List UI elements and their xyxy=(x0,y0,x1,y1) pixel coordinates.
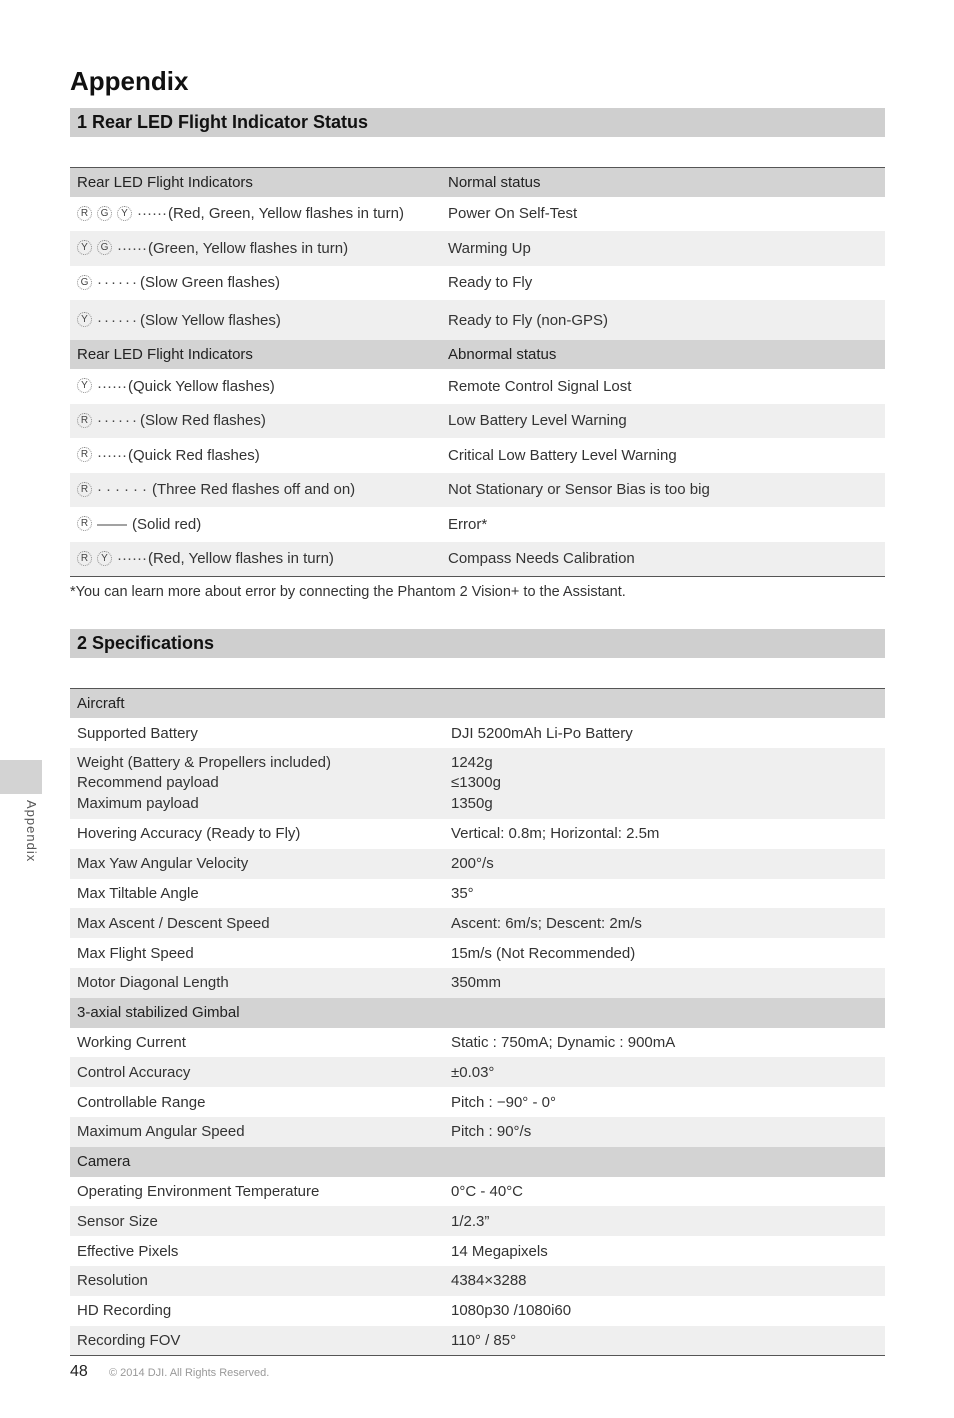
led-indicator-icon: Y xyxy=(77,240,92,255)
header-cell: Rear LED Flight Indicators xyxy=(70,168,441,197)
table-row xyxy=(70,1028,885,1058)
flash-pattern: ······ xyxy=(97,446,127,464)
table-row xyxy=(70,1266,885,1296)
table-row xyxy=(70,1177,885,1207)
table-row xyxy=(70,1057,885,1087)
spec-label: Max Ascent / Descent Speed xyxy=(70,908,444,938)
section-heading-led: 1 Rear LED Flight Indicator Status xyxy=(70,108,885,137)
table-row xyxy=(70,197,885,232)
header-cell: Normal status xyxy=(441,168,885,197)
led-indicator-icon: Y xyxy=(77,378,92,393)
led-status-table xyxy=(70,167,885,577)
table-header-row xyxy=(70,1147,885,1177)
table-row xyxy=(70,1117,885,1147)
led-indicator-icon: R xyxy=(77,447,92,462)
spec-value: Vertical: 0.8m; Horizontal: 2.5m xyxy=(451,825,660,843)
indicator-description: (Slow Yellow flashes) xyxy=(139,311,281,329)
spec-label: Supported Battery xyxy=(77,724,198,742)
spec-label: Sensor Size xyxy=(70,1206,444,1236)
led-indicator-icon: Y xyxy=(117,206,132,221)
spec-value: 35° xyxy=(451,885,474,903)
spec-label: Effective Pixels xyxy=(77,1242,179,1260)
spec-value: 200°/s xyxy=(444,849,885,879)
spec-value: 1242g xyxy=(451,753,493,771)
indicator-description: (Green, Yellow flashes in turn) xyxy=(147,239,349,257)
spec-label: Recommend payload xyxy=(77,774,219,792)
page-title: Appendix xyxy=(70,66,189,96)
led-indicator-icon: G xyxy=(97,206,112,221)
table-row xyxy=(70,748,885,819)
spec-label: Max Tiltable Angle xyxy=(77,885,199,903)
spec-label: Recording FOV xyxy=(70,1326,444,1356)
table-row xyxy=(70,908,885,938)
spec-value: Static : 750mA; Dynamic : 900mA xyxy=(451,1034,676,1052)
section-heading-specs: 2 Specifications xyxy=(70,629,885,658)
status-cell: Remote Control Signal Lost xyxy=(448,377,632,395)
indicator-cell xyxy=(70,266,441,301)
group-header: Aircraft xyxy=(70,689,885,719)
page-number: 48 xyxy=(70,1363,88,1380)
header-cell: Rear LED Flight Indicators xyxy=(70,340,441,369)
led-indicator-icon: R xyxy=(77,516,92,531)
table-row xyxy=(70,473,885,508)
table-header-row xyxy=(70,340,885,369)
indicator-description: (Quick Yellow flashes) xyxy=(127,377,275,395)
led-indicator-icon: R xyxy=(77,413,92,428)
status-cell: Low Battery Level Warning xyxy=(441,404,885,439)
spec-value: Pitch : 90°/s xyxy=(444,1117,885,1147)
spec-label: Operating Environment Temperature xyxy=(77,1183,320,1201)
status-cell: Not Stationary or Sensor Bias is too big xyxy=(441,473,885,508)
flash-pattern: ······ xyxy=(117,239,147,257)
spec-label: Weight (Battery & Propellers included) xyxy=(77,753,332,771)
indicator-cell xyxy=(70,404,441,439)
table-row xyxy=(70,231,885,266)
spec-value: 1/2.3” xyxy=(444,1206,885,1236)
spec-label: Max Yaw Angular Velocity xyxy=(70,849,444,879)
table-row xyxy=(70,938,885,968)
indicator-cell xyxy=(70,231,441,266)
indicator-cell xyxy=(70,197,441,232)
led-indicator-icon: R xyxy=(77,482,92,497)
indicator-cell xyxy=(70,369,441,404)
indicator-cell xyxy=(70,542,441,577)
status-cell: Critical Low Battery Level Warning xyxy=(448,446,677,464)
spec-value: ±0.03° xyxy=(444,1057,885,1087)
led-indicator-icon: G xyxy=(97,240,112,255)
spec-value: DJI 5200mAh Li-Po Battery xyxy=(451,724,633,742)
led-indicator-icon: Y xyxy=(77,312,92,327)
spec-value: 1080p30 /1080i60 xyxy=(451,1302,572,1320)
spec-value: 1350g xyxy=(451,794,493,812)
flash-pattern: —— xyxy=(97,515,127,533)
table-header-row xyxy=(70,689,885,719)
spec-label: Working Current xyxy=(77,1034,186,1052)
status-cell: Compass Needs Calibration xyxy=(441,542,885,577)
table-row xyxy=(70,542,885,577)
table-row xyxy=(70,819,885,849)
table-row xyxy=(70,266,885,301)
indicator-description: (Solid red) xyxy=(132,515,202,533)
group-header: 3-axial stabilized Gimbal xyxy=(70,998,885,1028)
indicator-cell xyxy=(70,507,441,542)
indicator-description: (Slow Red flashes) xyxy=(139,412,266,430)
indicator-description: (Quick Red flashes) xyxy=(127,446,260,464)
table-row xyxy=(70,438,885,473)
table-header-row xyxy=(70,998,885,1028)
spec-value: 15m/s (Not Recommended) xyxy=(451,944,636,962)
spec-label: Controllable Range xyxy=(77,1093,206,1111)
copyright-notice: © 2014 DJI. All Rights Reserved. xyxy=(109,1367,270,1379)
flash-pattern: ······ xyxy=(97,274,139,292)
flash-pattern: ······ xyxy=(97,377,127,395)
flash-pattern: ······ xyxy=(117,550,147,567)
side-section-label: Appendix xyxy=(24,800,39,863)
spec-label-group xyxy=(70,748,444,819)
led-indicator-icon: R xyxy=(77,206,92,221)
specifications-table xyxy=(70,688,885,1356)
status-cell: Ready to Fly (non-GPS) xyxy=(441,300,885,340)
status-cell: Error* xyxy=(448,515,488,533)
spec-label: Hovering Accuracy (Ready to Fly) xyxy=(77,825,301,843)
indicator-cell xyxy=(70,438,441,473)
spec-value: 14 Megapixels xyxy=(451,1242,548,1260)
flash-pattern: ······ xyxy=(97,311,139,329)
spec-label: Max Flight Speed xyxy=(77,944,194,962)
indicator-description: (Slow Green flashes) xyxy=(139,274,281,292)
led-indicator-icon: G xyxy=(77,275,92,290)
spec-value: 110° / 85° xyxy=(444,1326,885,1356)
table-row xyxy=(70,849,885,879)
footnote: *You can learn more about error by connecting the Phantom 2 Vision+ to the Assistant. xyxy=(70,584,626,600)
spec-label: Maximum Angular Speed xyxy=(70,1117,444,1147)
indicator-description: (Three Red flashes off and on) xyxy=(151,481,356,499)
spec-value-group xyxy=(444,748,885,819)
spec-label: Control Accuracy xyxy=(70,1057,444,1087)
group-header: Camera xyxy=(70,1147,885,1177)
indicator-description: (Red, Green, Yellow flashes in turn) xyxy=(167,205,404,223)
spec-value: 0°C - 40°C xyxy=(451,1183,524,1201)
table-row xyxy=(70,369,885,404)
table-row xyxy=(70,1326,885,1356)
spec-value: ≤1300g xyxy=(451,774,501,792)
table-row xyxy=(70,507,885,542)
indicator-cell xyxy=(70,300,441,340)
status-cell: Power On Self-Test xyxy=(448,205,578,223)
led-indicator-icon: Y xyxy=(97,551,112,566)
header-cell: Abnormal status xyxy=(441,340,885,369)
table-row xyxy=(70,1206,885,1236)
spec-label: Motor Diagonal Length xyxy=(70,968,444,998)
status-cell: Ready to Fly xyxy=(448,274,533,292)
table-row xyxy=(70,1296,885,1326)
spec-label: HD Recording xyxy=(77,1302,172,1320)
table-row xyxy=(70,300,885,340)
side-tab-marker xyxy=(0,760,42,794)
table-header-row xyxy=(70,168,885,197)
spec-value: Pitch : −90° - 0° xyxy=(451,1093,556,1111)
table-row xyxy=(70,718,885,748)
status-cell: Warming Up xyxy=(441,231,885,266)
spec-label: Maximum payload xyxy=(77,794,199,812)
table-row xyxy=(70,1087,885,1117)
spec-value: 350mm xyxy=(444,968,885,998)
indicator-cell xyxy=(70,473,441,508)
led-indicator-icon: R xyxy=(77,551,92,566)
spec-label: Resolution xyxy=(70,1266,444,1296)
flash-pattern: ······ xyxy=(97,481,151,499)
flash-pattern: ······ xyxy=(97,412,139,430)
flash-pattern: ······ xyxy=(137,205,167,223)
indicator-description: (Red, Yellow flashes in turn) xyxy=(147,550,334,567)
spec-value: 4384×3288 xyxy=(444,1266,885,1296)
spec-value: Ascent: 6m/s; Descent: 2m/s xyxy=(444,908,885,938)
table-row xyxy=(70,879,885,909)
table-row xyxy=(70,1236,885,1266)
table-row xyxy=(70,968,885,998)
table-row xyxy=(70,404,885,439)
